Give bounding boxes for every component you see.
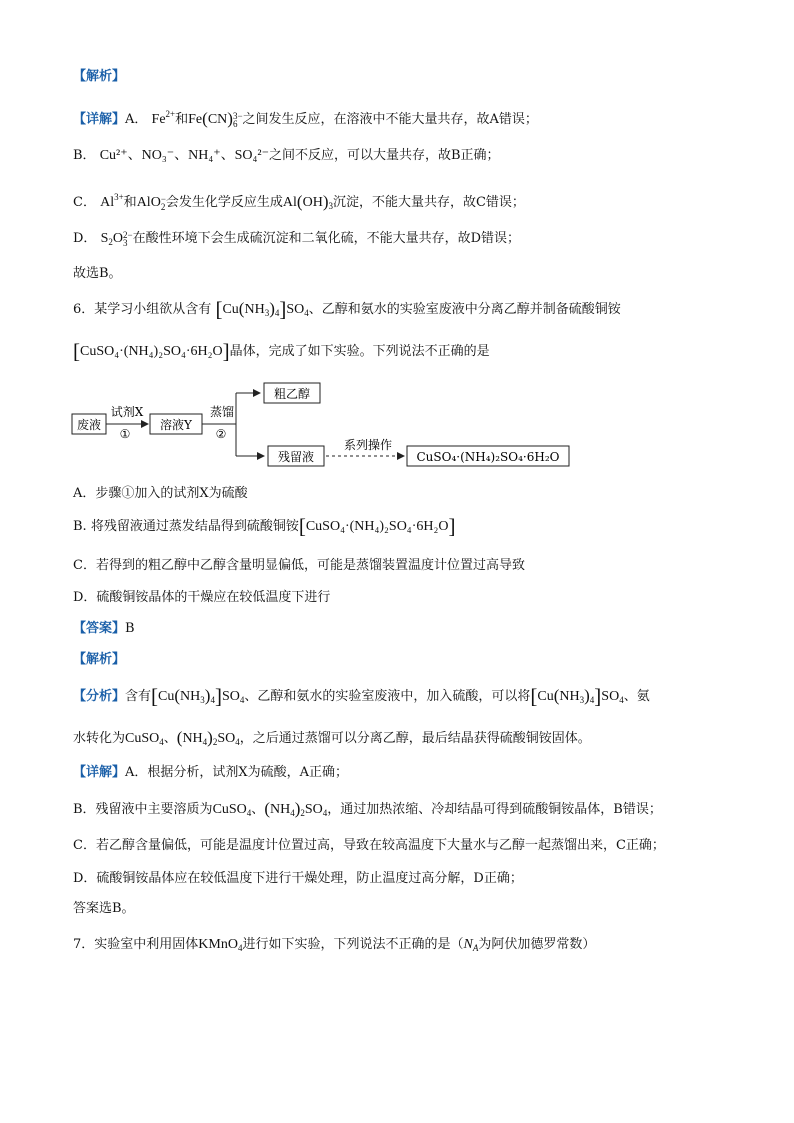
residue-label: 残留液 [277,450,315,464]
statement-text: 会发生化学反应生成 [165,195,283,210]
answer-value: B [125,621,135,636]
series-ops-label: 系列操作 [343,438,393,452]
thiosulfate-ion: $S_2O2-$ 3 [100,230,133,248]
stem-text: 、乙醇和氨水的实验室废液中分离乙醇并制备硫酸铜铵 [308,302,621,317]
option-letter: C． [73,195,96,210]
statement-text: 沉淀，不能大量共存，故C错误； [332,195,525,210]
detail-line-B [73,147,500,165]
statement-text: 之间发生反应，在溶液中不能大量共存，故A错误； [242,112,538,127]
question-number: 6． [73,302,95,317]
step2-label: ② [215,427,227,441]
product-label: CuSO₄·(NH₄)₂SO₄·6H₂O [416,450,560,464]
waste-label: 废液 [76,418,102,432]
q6-option-C: C．若得到的粗乙醇中乙醇含量明显偏低，可能是蒸馏装置温度计位置过高导致 [73,558,525,573]
statement-text: 之间不反应，可以大量共存，故B正确； [268,148,500,163]
q6-stem-line2 [73,339,490,363]
fenxi-label: 【分析】 [73,689,126,704]
q6-option-D: D．硫酸铜铵晶体的干燥应在较低温度下进行 [73,590,331,605]
crystal-formula: [CuSO₄·(NH₄)₂SO₄·6H₂O] [73,339,230,363]
ion-list: Cu²⁺、NO₃⁻、NH₄⁺、SO₄²⁻ [99,148,269,163]
fenxi-line2: 水转化为CuSO$_4$、$(NH_4)_2SO_4$，之后通过蒸馏可以分离乙醇，最后结晶获得硫酸铜铵固体。 [73,728,591,747]
xiangjie-D: D．硫酸铜铵晶体应在较低温度下进行干燥处理，防止温度过高分解，D正确； [73,871,523,886]
al-ion: $Al^{3+}$ [100,192,124,210]
copper-ammine-complex: $[Cu(NH_3)_4]SO_4$ [151,684,245,708]
detail-label: 【详解】 [73,765,126,780]
q7-stem: 7．实验室中利用固体KMnO$_4$进行如下实验，下列说法不正确的是（$N_A$为阿伏加德罗常数） [73,937,596,953]
xiangjie-B: B．残留液中主要溶质为CuSO$_4$、$(NH_4)_2SO_4$，通过加热浓缩、冷却结晶可得到硫酸铜铵晶体，B错误； [73,799,662,818]
ferricyanide-ion: Fe(CN)3− 6 [188,109,243,129]
detail-line-D [73,230,520,251]
conjunction: 和 [123,195,137,210]
crude-ethanol-label: 粗乙醇 [273,387,311,401]
stem-text: 晶体，完成了如下实验。下列说法不正确的是 [229,344,490,359]
aluminum-hydroxide: $Al(OH)_3$ [282,192,333,211]
q6-answer-line [73,620,135,638]
copper-ammine-complex: $[Cu(NH_3)_4]SO_4$ [530,684,624,708]
copper-ammine-complex: $[Cu(NH_3)_4]SO_4$ [215,297,309,321]
stem-text: 某学习小组欲从含有 [94,302,212,317]
flow-diagram [60,378,580,473]
analysis-label: 【解析】 [73,69,126,84]
analysis-label: 【解析】 [73,652,126,667]
solution-y-label: 溶液Y [160,418,192,432]
xiangjie-A: 【详解】A．根据分析，试剂X为硫酸，A正确； [73,765,349,780]
reagent-label: 试剂X [110,405,144,419]
distill-label: 蒸馏 [209,405,235,419]
q6-option-B: B. 将残留液通过蒸发结晶得到硫酸铜铵[CuSO₄·(NH₄)₂SO₄·6H₂O] [73,514,456,538]
option-letter: A． [125,112,148,127]
option-letter: B． [73,148,96,163]
answer-label: 【答案】 [73,621,126,636]
fe-ion: $Fe^{2+}$ [151,109,176,127]
fenxi-line1: 【分析】含有$[Cu(NH_3)_4]SO_4$、乙醇和氨水的实验室废液中，加入硫酸，可以将$[Cu(NH_3)_4]SO_4$、氨 [73,684,650,708]
step1-label: ① [119,427,131,441]
aluminate-ion: AlO− 2 [136,194,166,212]
conclusion-q6: 答案选B。 [73,901,135,916]
detail-label: 【详解】 [73,112,126,127]
option-letter: D． [73,231,97,246]
crystal-formula: [CuSO₄·(NH₄)₂SO₄·6H₂O] [298,514,456,538]
conjunction: 和 [175,112,189,127]
xiangjie-C: C．若乙醇含量偏低，可能是温度计位置过高，导致在较高温度下大量水与乙醇一起蒸馏出来，C正确； [73,838,665,853]
statement-text: 在酸性环境下会生成硫沉淀和二氧化硫，不能大量共存，故D错误； [132,231,521,246]
conclusion-q5: 故选B。 [73,266,122,281]
detail-line-A [73,105,538,129]
q6-option-A: A．步骤①加入的试剂X为硫酸 [73,486,248,501]
detail-line-C [73,188,525,215]
kmno4-formula: KMnO$_4$ [198,937,243,953]
q6-stem-line1 [73,297,621,322]
avogadro-symbol: $N_A$ [463,937,479,953]
question-number: 7． [73,937,95,952]
